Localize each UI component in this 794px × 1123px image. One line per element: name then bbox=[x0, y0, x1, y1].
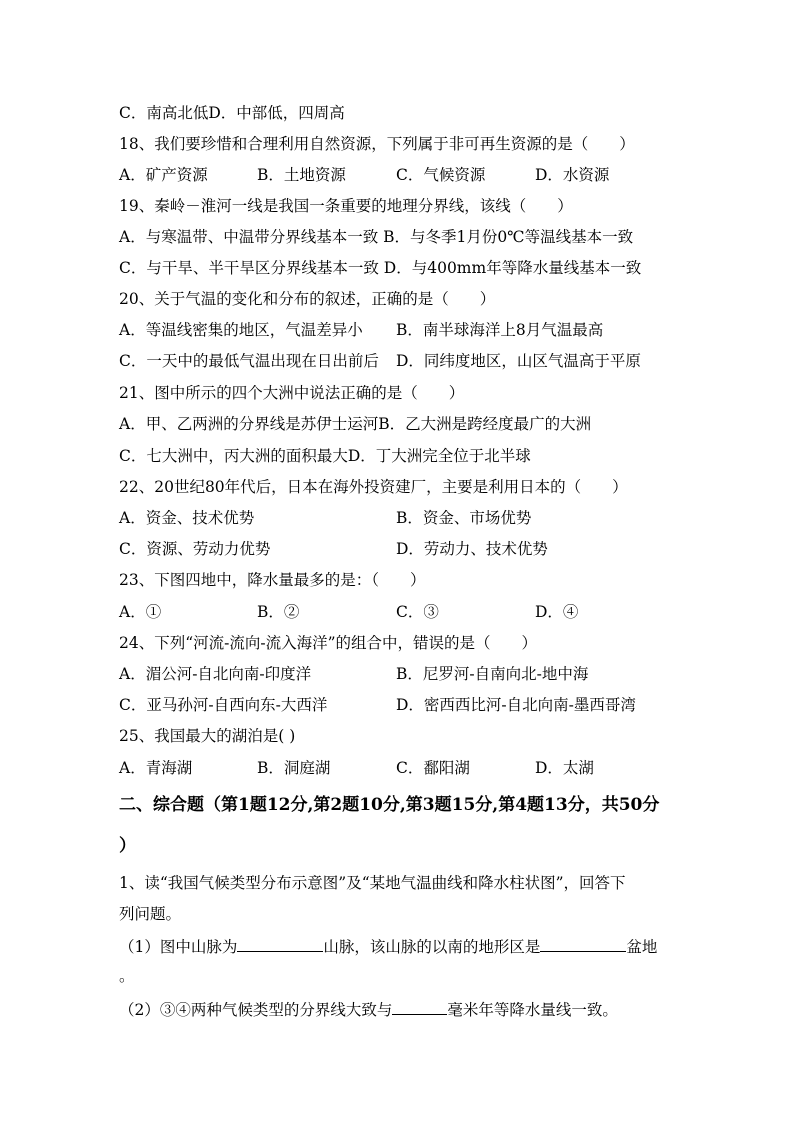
q24-option-d: D．密西西比河-自北向南-墨西哥湾 bbox=[396, 696, 636, 714]
q23-option-c: C．③ bbox=[396, 603, 439, 621]
q24-option-c: C．亚马孙河-自西向东-大西洋 bbox=[119, 696, 328, 714]
q18-stem: 18、我们要珍惜和合理利用自然资源，下列属于非可再生资源的是（ ） bbox=[119, 135, 635, 153]
q23-option-d: D．④ bbox=[535, 603, 579, 621]
comp1-stem-line2: 列问题。 bbox=[119, 905, 182, 923]
isohyet-value-blank[interactable] bbox=[392, 998, 447, 1015]
q25-stem: 25、我国最大的湖泊是( ) bbox=[119, 727, 296, 745]
q19-stem: 19、秦岭－淮河一线是我国一条重要的地理分界线，该线（ ） bbox=[119, 197, 573, 215]
section-2-heading-tail: ） bbox=[119, 836, 136, 856]
q24-options-row1 bbox=[119, 664, 719, 684]
q22-options-row1 bbox=[119, 508, 719, 528]
q20-option-b: B．南半球海洋上8月气温最高 bbox=[396, 321, 604, 339]
q24-options-row2 bbox=[119, 695, 719, 715]
q22-options-row2 bbox=[119, 539, 719, 559]
q21-options-row2: C．七大洲中，丙大洲的面积最大D．丁大洲完全位于北半球 bbox=[119, 447, 531, 465]
q20-options-row1 bbox=[119, 320, 719, 340]
comp1-part2-suffix: 毫米年等降水量线一致。 bbox=[447, 1001, 618, 1019]
q19-options-row2: C．与干旱、半干旱区分界线基本一致 D．与400mm年等降水量线基本一致 bbox=[119, 259, 642, 277]
q21-stem: 21、图中所示的四个大洲中说法正确的是（ ） bbox=[119, 384, 465, 402]
q20-options-row2 bbox=[119, 351, 719, 371]
comp1-part2 bbox=[119, 998, 618, 1020]
q22-option-c: C．资源、劳动力优势 bbox=[119, 540, 271, 558]
mountain-name-blank[interactable] bbox=[237, 935, 323, 952]
q24-option-b: B．尼罗河-自南向北-地中海 bbox=[396, 665, 589, 683]
q23-option-b: B．② bbox=[257, 603, 300, 621]
q23-stem: 23、下图四地中，降水量最多的是：（ ） bbox=[119, 571, 426, 589]
q21-options-row1: A．甲、乙两洲的分界线是苏伊士运河B．乙大洲是跨经度最广的大洲 bbox=[119, 415, 592, 433]
q24-option-a: A．湄公河-自北向南-印度洋 bbox=[119, 665, 312, 683]
q25-options bbox=[119, 758, 719, 778]
comp1-part1-middle: 山脉，该山脉的以南的地形区是 bbox=[323, 938, 541, 956]
section-2-heading: 二、综合题（第1题12分,第2题10分,第3题15分,第4题13分，共50分 bbox=[119, 795, 660, 815]
q19-options-row1: A．与寒温带、中温带分界线基本一致 B．与冬季1月份0℃等温线基本一致 bbox=[119, 228, 634, 246]
q23-options bbox=[119, 602, 719, 622]
basin-name-blank[interactable] bbox=[540, 935, 626, 952]
q22-option-b: B．资金、市场优势 bbox=[396, 509, 532, 527]
q24-stem: 24、下列“河流-流向-流入海洋”的组合中，错误的是（ ） bbox=[119, 634, 538, 652]
q18-option-d: D．水资源 bbox=[535, 166, 610, 184]
q17-options-tail: C．南高北低D．中部低，四周高 bbox=[119, 104, 345, 122]
comp1-part1-suffix: 盆地 bbox=[626, 938, 658, 956]
q22-stem: 22、20世纪80年代后，日本在海外投资建厂，主要是利用日本的（ ） bbox=[119, 478, 628, 496]
comp1-part1-tail: 。 bbox=[119, 967, 135, 985]
q20-option-a: A．等温线密集的地区，气温差异小 bbox=[119, 321, 363, 339]
comp1-part1-prefix: （1）图中山脉为 bbox=[119, 938, 238, 956]
q22-option-d: D．劳动力、技术优势 bbox=[396, 540, 548, 558]
q20-option-d: D．同纬度地区，山区气温高于平原 bbox=[396, 352, 641, 370]
q25-option-a: A．青海湖 bbox=[119, 759, 193, 777]
q18-option-c: C．气候资源 bbox=[396, 166, 486, 184]
q25-option-d: D．太湖 bbox=[535, 759, 594, 777]
q18-options bbox=[119, 165, 719, 185]
q23-option-a: A．① bbox=[119, 603, 162, 621]
comp1-stem-line1: 1、读“我国气候类型分布示意图”及“某地气温曲线和降水柱状图”，回答下 bbox=[119, 874, 626, 892]
q22-option-a: A．资金、技术优势 bbox=[119, 509, 255, 527]
comp1-part2-prefix: （2）③④两种气候类型的分界线大致与 bbox=[119, 1001, 393, 1019]
comp1-part1 bbox=[119, 935, 657, 957]
q20-option-c: C．一天中的最低气温出现在日出前后 bbox=[119, 352, 379, 370]
q18-option-b: B．土地资源 bbox=[257, 166, 346, 184]
q25-option-b: B．洞庭湖 bbox=[257, 759, 331, 777]
q20-stem: 20、关于气温的变化和分布的叙述，正确的是（ ） bbox=[119, 290, 496, 308]
q18-option-a: A．矿产资源 bbox=[119, 166, 208, 184]
q25-option-c: C．鄱阳湖 bbox=[396, 759, 470, 777]
